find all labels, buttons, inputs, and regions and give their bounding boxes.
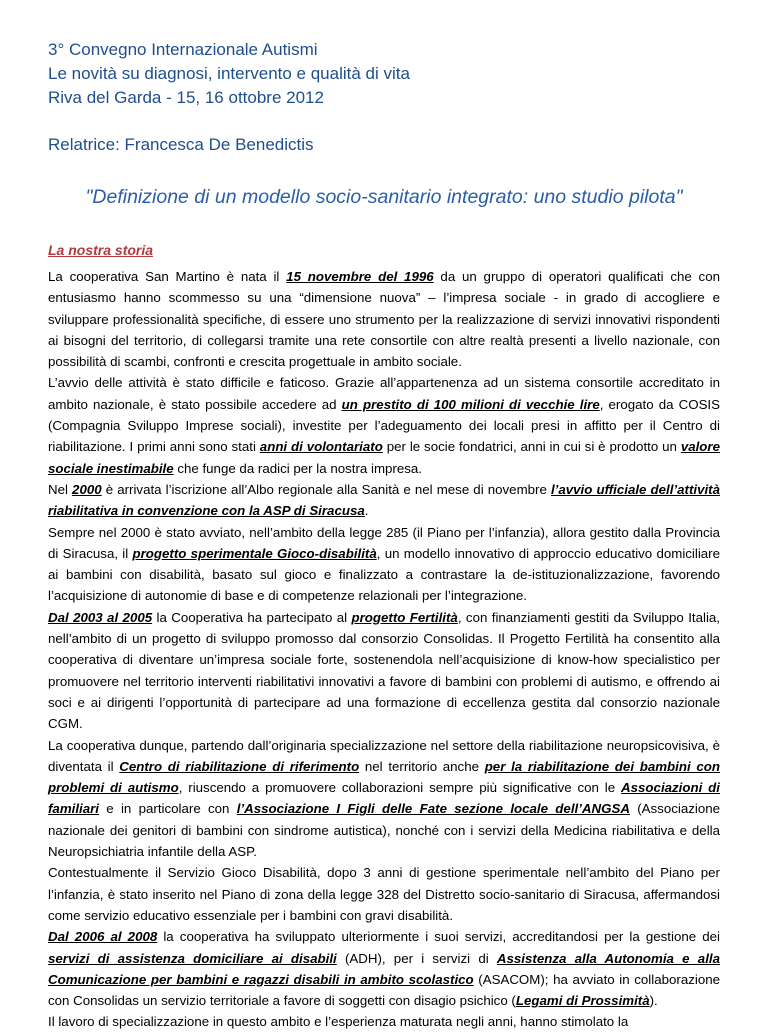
highlighted-phrase: valore sociale inestimabile [48, 439, 720, 476]
paragraph-text: La cooperativa dunque, partendo dall’originaria specializzazione nel settore della riabilitazione neuropsicovisiva, è diventata il [48, 737, 720, 774]
highlighted-phrase: progetto Fertilità [351, 609, 458, 625]
body-paragraph [48, 1011, 720, 1032]
highlighted-phrase: un prestito di 100 milioni di vecchie lire [341, 396, 600, 412]
highlighted-phrase: l’avvio ufficiale dell’attività riabilitativa in convenzione con la ASP di Siracusa [48, 481, 720, 519]
highlighted-phrase: Dal 2003 al 2005 [48, 609, 153, 625]
highlighted-phrase: per la riabilitazione dei bambini con problemi di autismo [48, 758, 720, 796]
highlighted-phrase: Associazioni di familiari [48, 780, 721, 817]
paragraph-text: La cooperativa San Martino è nata il [48, 269, 287, 284]
highlighted-phrase: anni di volontariato [259, 439, 383, 455]
paragraph-text: , un modello innovativo di approccio educativo domiciliare ai bambini con disabilità, basato sul gioco e finalizzato a contrastare la de-istituzionalizzazione, favorendo l’acquisizione di autonomie di base e di competenze relazionali per l’integrazione. [48, 545, 721, 604]
body-paragraph [48, 266, 720, 372]
highlighted-phrase: 15 novembre del 1996 [286, 269, 434, 284]
highlighted-phrase: Assistenza alla Autonomia e alla Comunicazione per bambini e ragazzi disabili in ambito scolastico [48, 950, 720, 987]
paragraph-text: , riuscendo a promuovere collaborazioni sempre più significative con le [178, 780, 622, 796]
paragraph-text: da un gruppo di operatori qualificati che con entusiasmo hanno scommesso su una “dimensione nuova” – l’impresa sociale - in grado di accogliere e sviluppare professionalità specifiche, di essere uno strumento per la realizzazione di servizi innovativi rispondenti ai bisogni del territorio, di collegarsi tramite una rete consortile con altre realtà presenti a livello nazionale, con possibilità di scambi, confronti e crescita progettuale in ambito sociale. [48, 269, 720, 370]
speaker-line: Relatrice: Francesca De Benedictis [48, 135, 314, 154]
body-paragraph [48, 735, 720, 863]
body-paragraph [48, 607, 720, 735]
paragraph-text: la Cooperativa ha partecipato al [152, 609, 352, 625]
paragraph-text: nel territorio anche [359, 758, 485, 774]
paragraph-text: che funge da radici per la nostra impresa. [173, 460, 422, 476]
paragraph-text: (ASACOM); ha avviato in collaborazione con Consolidas un servizio territoriale a favore di soggetti con disagio psichico ( [48, 971, 721, 1009]
paragraph-text: Contestualmente il Servizio Gioco Disabilità, dopo 3 anni di gestione sperimentale nell’ambito del Piano per l’infanzia, è stato inserito nel Piano di zona della legge 328 del Distretto socio-sanitario di Siracusa, affermandosi come servizio educativo essenziale per i bambini con gravi disabilità. [48, 865, 720, 923]
highlighted-phrase: progetto sperimentale Gioco-disabilità [132, 545, 377, 561]
highlighted-phrase: Centro di riabilitazione di riferimento [119, 758, 360, 774]
conference-subtitle: Le novità su diagnosi, intervento e qualità di vita [48, 64, 410, 83]
highlighted-phrase: 2000 [72, 481, 102, 497]
paragraph-text: , con finanziamenti gestiti da Sviluppo Italia, nell’ambito di un progetto di sviluppo promosso dal consorzio Consolidas. Il Progetto Fertilità ha consentito alla cooperativa di diventare un’impresa sociale forte, sostenendola nell’acquisizione di know-how specialistico per promuovere nel territorio interventi riabilitativi innovativi a favore di bambini con problemi di autismo, e offrendo ai soci e ai dirigenti l’opportunità di partecipare ad una formazione di eccellenza gestita dal consorzio nazionale CGM. [48, 609, 720, 732]
conference-location-date: Riva del Garda - 15, 16 ottobre 2012 [48, 88, 324, 107]
paragraph-text: è arrivata l’iscrizione all’Albo regionale alla Sanità e nel mese di novembre [101, 481, 551, 497]
body-paragraph [48, 522, 720, 607]
paragraph-text: , erogato da COSIS (Compagnia Sviluppo Imprese sociali), investite per l’adeguamento dei locali presi in affitto per il Centro di riabilitazione. I primi anni sono stati [48, 396, 720, 455]
paragraph-text: Il lavoro di specializzazione in questo ambito e l’esperienza maturata negli anni, hanno stimolato la [48, 1014, 629, 1030]
body-paragraph [48, 372, 720, 478]
paragraph-text: L’avvio delle attività è stato difficile e faticoso. Grazie all’appartenenza ad un sistema consortile accreditato in ambito nazionale, è stato possibile accedere ad [48, 375, 720, 412]
body-paragraph [48, 926, 720, 1011]
highlighted-phrase: Legami di Prossimità [515, 993, 650, 1009]
conference-title: 3° Convegno Internazionale Autismi [48, 40, 318, 59]
body-paragraph [48, 862, 720, 926]
highlighted-phrase: Dal 2006 al 2008 [48, 929, 158, 945]
highlighted-phrase: servizi di assistenza domiciliare ai disabili [48, 950, 337, 966]
body-text [48, 266, 720, 1033]
highlighted-phrase: l’Associazione I Figli delle Fate sezione locale dell’ANGSA [236, 801, 630, 817]
paragraph-text: (Associazione nazionale dei genitori di bambini con sindrome autistica), nonché con i servizi della Medicina riabilitativa e della Neuropsichiatria infantile della ASP. [48, 801, 721, 860]
paragraph-text: per le socie fondatrici, anni in cui si è prodotto un [382, 439, 681, 455]
paragraph-text: Sempre nel 2000 è stato avviato, nell’ambito della legge 285 (il Piano per l’infanzia), allora gestito dalla Provincia di Siracusa, il [48, 524, 720, 561]
section-heading: La nostra storia [48, 242, 154, 258]
talk-title: "Definizione di un modello socio-sanitario integrato: uno studio pilota" [85, 186, 683, 208]
paragraph-text: (ADH), per i servizi di [336, 950, 497, 966]
paragraph-text: Nel [48, 481, 73, 497]
paragraph-text: . [364, 503, 369, 519]
paragraph-text: ). [649, 993, 658, 1009]
paragraph-text: e in particolare con [99, 801, 237, 817]
paragraph-text: la cooperativa ha sviluppato ulteriormente i suoi servizi, accreditandosi per la gestione dei [157, 929, 720, 945]
body-paragraph [48, 479, 720, 522]
